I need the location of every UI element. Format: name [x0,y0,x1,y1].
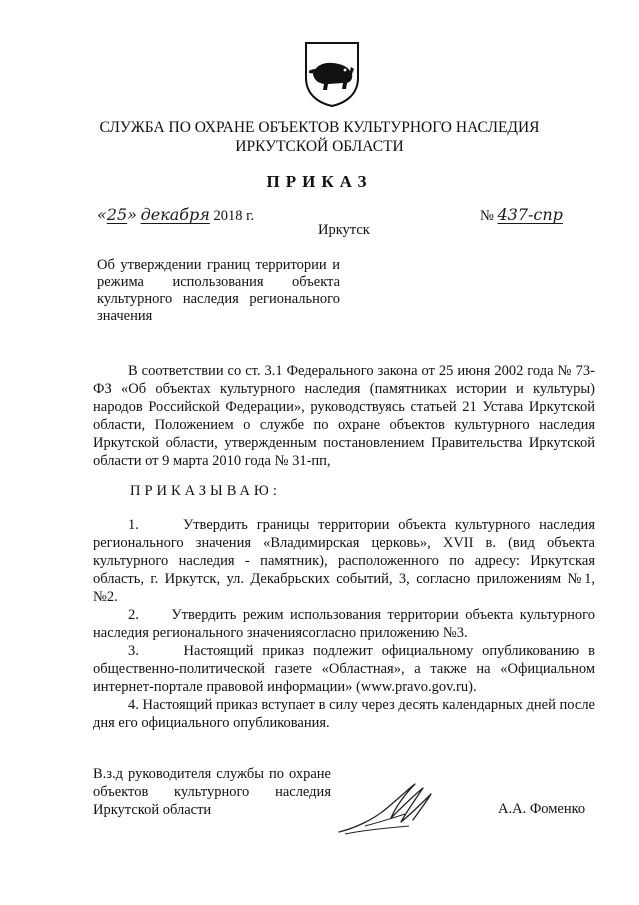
number-label: № [480,208,494,224]
organization-name-line1: СЛУЖБА ПО ОХРАНЕ ОБЪЕКТОВ КУЛЬТУРНОГО НАСЛЕДИЯ [99,119,540,136]
document-subject: Об утверждении границ территории и режима использования объекта культурного наследия регионального значения [97,257,340,324]
order-item-4: 4. Настоящий приказ вступает в силу через десять календарных дней после дня его официального опубликования. [93,697,595,731]
organization-header [60,118,579,156]
signatory-position: В.з.д руководителя службы по охране объектов культурного наследия Иркутской области [93,766,331,818]
signatory-name: А.А. Фоменко [498,801,586,817]
order-item-3: 3. Настоящий приказ подлежит официальному опубликованию в общественно-политической газете «Областная», а также на «Официальном интернет-портале правовой информации» (www.pravo.gov.ru). [93,643,595,695]
date-day: 25 [106,205,128,224]
preamble-paragraph: В соответствии со ст. 3.1 Федерального закона от 25 июня 2002 года № 73-ФЗ «Об объектах культурного наследия (памятниках истории и культуры) народов Российской Федерации», руководствуясь статьей 21 Устава Иркутской области, Положением о службе по охране объектов культурного наследия Иркутской области, утвержденным постановлением Правительства Иркутской области от 9 марта 2010 года № 31-пп, [93,363,595,469]
document-date [97,205,254,225]
coat-of-arms-icon [303,40,361,108]
order-items [93,516,595,732]
number-value: 437-спр [497,205,563,224]
document-title: ПРИКАЗ [266,172,373,191]
document-number [480,205,563,225]
date-year: 2018 г. [213,208,255,224]
organization-name-line2: ИРКУТСКОЙ ОБЛАСТИ [235,138,404,155]
order-item-1: 1. Утвердить границы территории объекта культурного наследия регионального значения «Владимирская церковь», XVII в. (вид объекта культурного наследия - памятник), расположенного по адресу: Иркутская область, г. Иркутск, ул. Декабрьских событий, 3, согласно приложениям №1, №2. [93,517,595,605]
order-item-2: 2. Утвердить режим использования территории объекта культурного наследия регионального значениясогласно приложению №3. [93,607,595,641]
city-name: Иркутск [318,222,370,238]
date-close-quote: » [127,205,137,224]
handwritten-signature-icon [335,778,440,836]
order-heading: ПРИКАЗЫВАЮ: [130,483,281,499]
date-open-quote: « [97,205,107,224]
date-month: декабря [140,205,210,224]
